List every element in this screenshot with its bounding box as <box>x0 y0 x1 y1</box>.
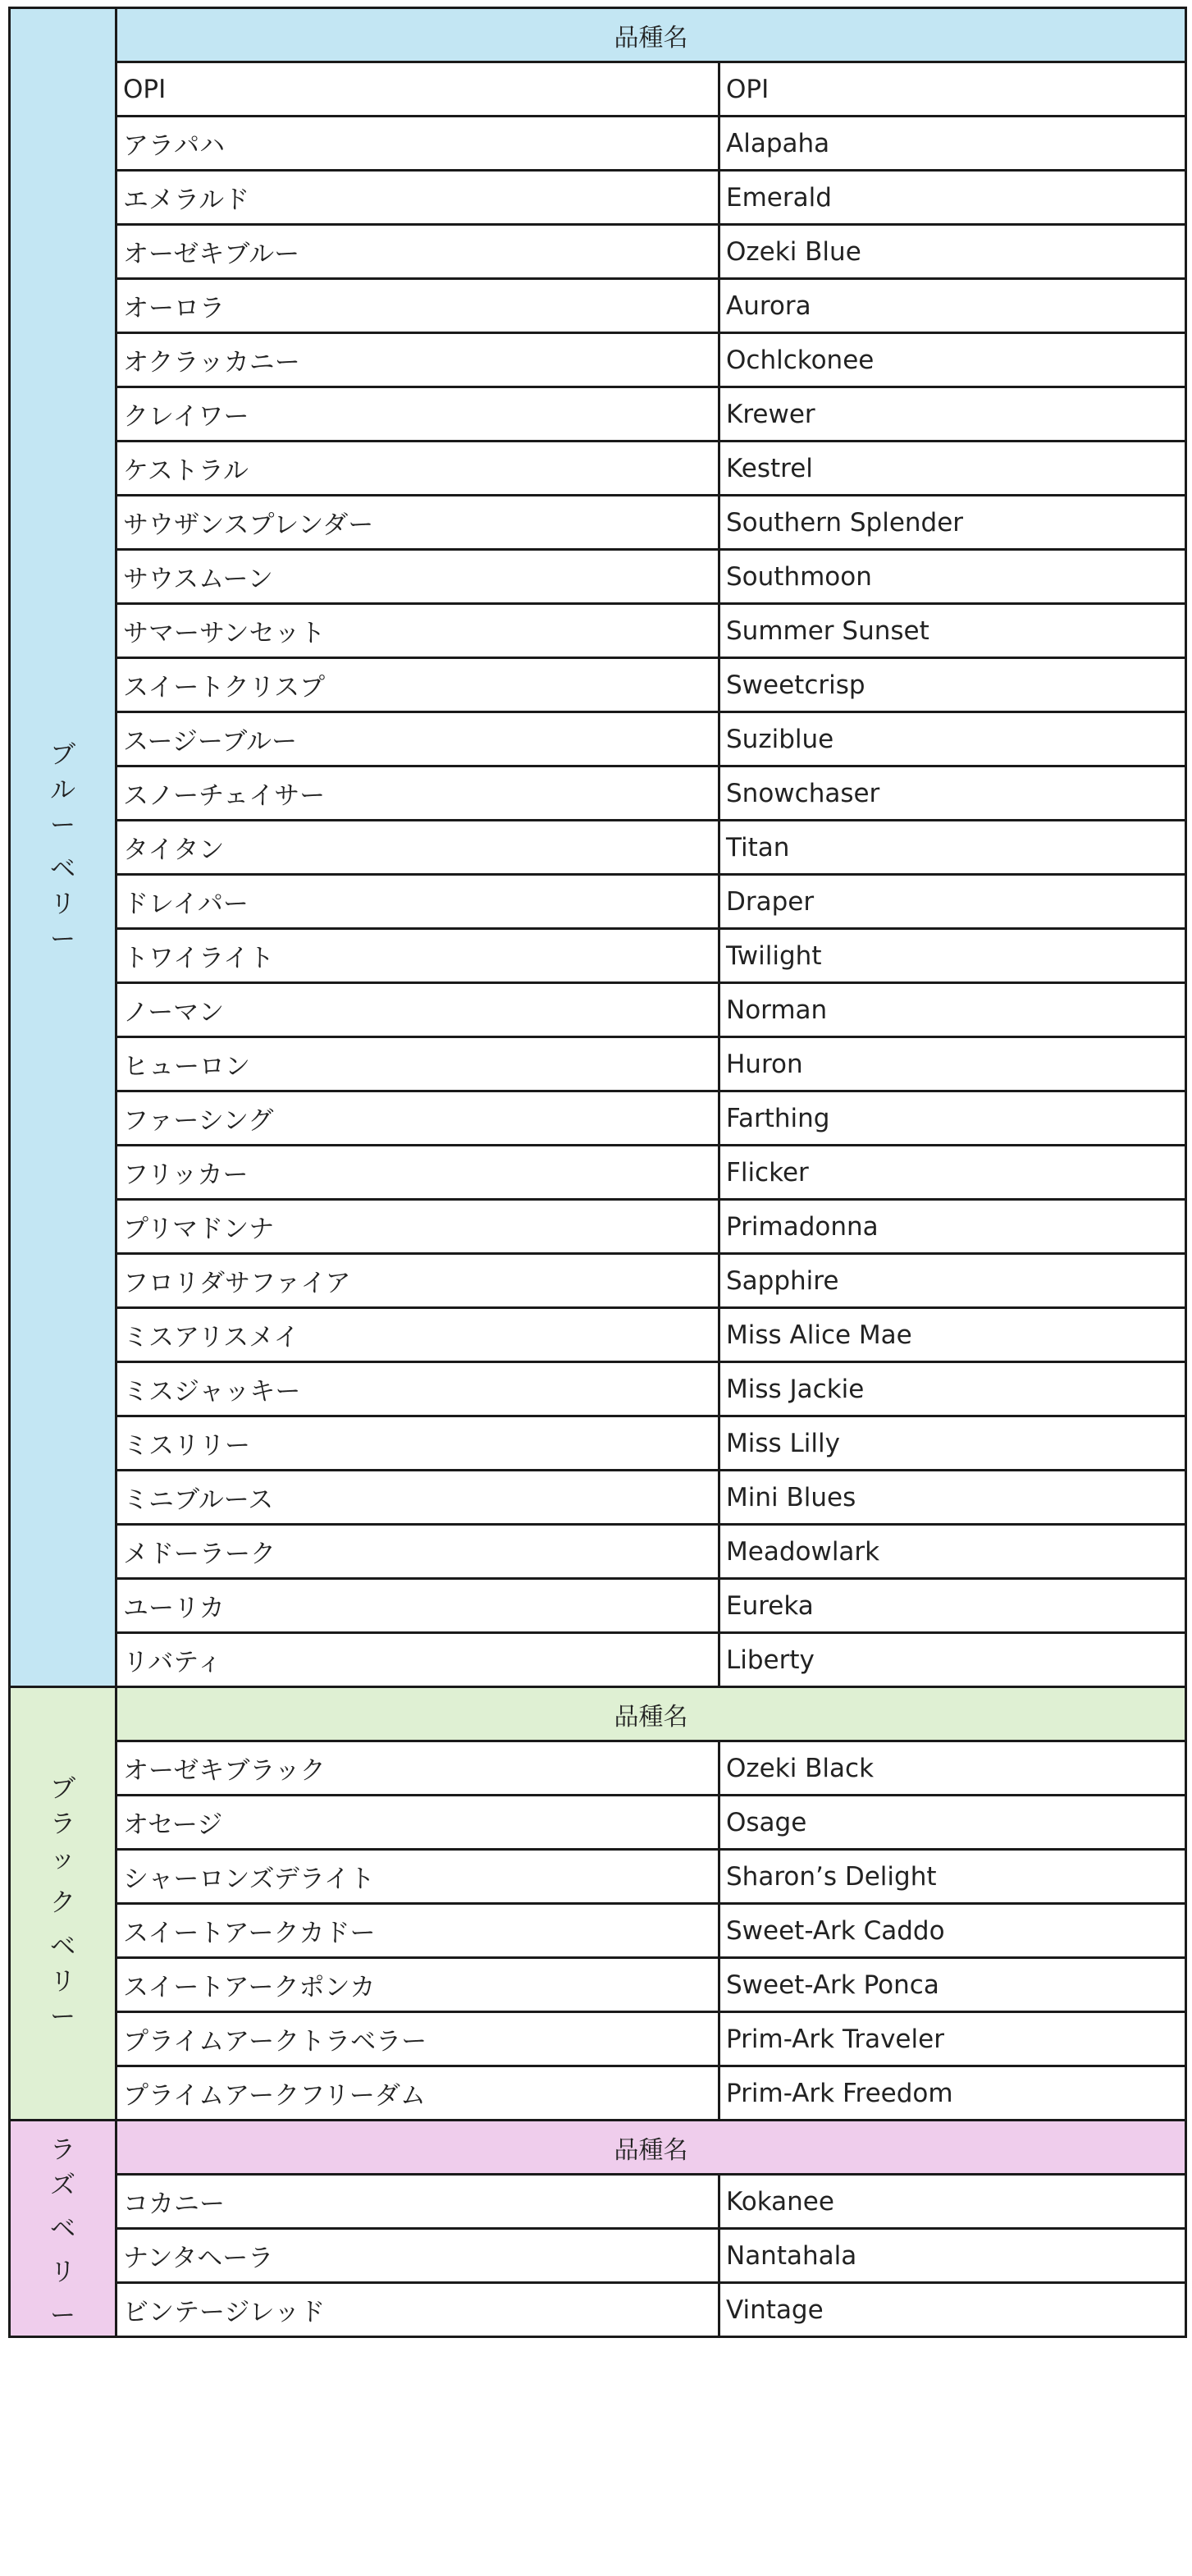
variety-name-en: Prim-Ark Traveler <box>719 2012 1186 2066</box>
variety-name-en: Summer Sunset <box>719 604 1186 658</box>
variety-name-ja: ミスジャッキー <box>116 1362 719 1416</box>
table-row <box>10 1471 1186 1525</box>
variety-name-en: Liberty <box>719 1633 1186 1687</box>
variety-name-ja: サマーサンセット <box>116 604 719 658</box>
table-row <box>10 1579 1186 1633</box>
variety-name-en: Miss Alice Mae <box>719 1308 1186 1362</box>
variety-name-ja: エメラルド <box>116 171 719 225</box>
table-row <box>10 2066 1186 2121</box>
variety-name-en: Aurora <box>719 279 1186 333</box>
table-row <box>10 821 1186 875</box>
variety-name-ja: ミスアリスメイ <box>116 1308 719 1362</box>
blackberry-category-cell <box>10 1687 116 2121</box>
variety-name-en: Osage <box>719 1796 1186 1850</box>
variety-name-ja: リバティ <box>116 1633 719 1687</box>
variety-name-ja: オーゼキブラック <box>116 1741 719 1796</box>
variety-name-en: Primadonna <box>719 1200 1186 1254</box>
variety-name-ja: ビンテージレッド <box>116 2283 719 2337</box>
variety-name-ja: ノーマン <box>116 983 719 1037</box>
variety-name-en: Sweet-Ark Caddo <box>719 1904 1186 1958</box>
blueberry-category-char: リ <box>50 889 75 919</box>
blueberry-header-row <box>10 8 1186 62</box>
variety-table-body <box>10 8 1186 2337</box>
raspberry-header-row <box>10 2121 1186 2175</box>
variety-name-en: Southern Splender <box>719 496 1186 550</box>
variety-name-ja: オーゼキブルー <box>116 225 719 279</box>
variety-name-en: Flicker <box>719 1146 1186 1200</box>
variety-name-en: Kokanee <box>719 2175 1186 2229</box>
table-row <box>10 1525 1186 1579</box>
table-row <box>10 1254 1186 1308</box>
variety-name-en: Prim-Ark Freedom <box>719 2066 1186 2121</box>
variety-name-ja: メドーラーク <box>116 1525 719 1579</box>
variety-name-ja: スイートクリスプ <box>116 658 719 712</box>
variety-name-en: Miss Jackie <box>719 1362 1186 1416</box>
blackberry-category-char: ブ <box>50 1774 75 1804</box>
table-row <box>10 2229 1186 2283</box>
table-row <box>10 929 1186 983</box>
table-row <box>10 387 1186 442</box>
variety-name-ja: ミニブルース <box>116 1471 719 1525</box>
table-row <box>10 766 1186 821</box>
blueberry-category-label <box>50 738 75 958</box>
blackberry-category-char: ラ <box>50 1810 75 1839</box>
raspberry-category-char: ズ <box>50 2171 75 2200</box>
blueberry-category-char: ー <box>50 810 75 840</box>
raspberry-category-char: ベ <box>50 2214 75 2244</box>
blackberry-category-char: ー <box>50 2002 75 2032</box>
table-row <box>10 712 1186 766</box>
table-row <box>10 496 1186 550</box>
variety-name-ja: コカニー <box>116 2175 719 2229</box>
variety-name-ja: プライムアークフリーダム <box>116 2066 719 2121</box>
blueberry-category-char: ブ <box>50 739 75 770</box>
variety-name-en: Sharon’s Delight <box>719 1850 1186 1904</box>
variety-name-en: Vintage <box>719 2283 1186 2337</box>
variety-name-ja: プライムアークトラベラー <box>116 2012 719 2066</box>
table-row <box>10 1362 1186 1416</box>
variety-name-en: Sapphire <box>719 1254 1186 1308</box>
variety-name-en: Twilight <box>719 929 1186 983</box>
table-row <box>10 2283 1186 2337</box>
variety-name-ja: ミスリリー <box>116 1416 719 1471</box>
table-row <box>10 550 1186 604</box>
variety-name-ja: オセージ <box>116 1796 719 1850</box>
variety-name-en: Draper <box>719 875 1186 929</box>
raspberry-category-cell <box>10 2121 116 2337</box>
table-row <box>10 983 1186 1037</box>
table-row <box>10 658 1186 712</box>
variety-name-ja: スイートアークカドー <box>116 1904 719 1958</box>
raspberry-category-char: ー <box>50 2301 75 2331</box>
blueberry-category-char: ル <box>50 775 75 805</box>
table-row <box>10 1850 1186 1904</box>
table-row <box>10 1037 1186 1091</box>
blueberry-category-cell <box>10 8 116 1687</box>
variety-name-ja: トワイライト <box>116 929 719 983</box>
variety-table <box>8 7 1187 2338</box>
table-row <box>10 1633 1186 1687</box>
blackberry-header-row <box>10 1687 1186 1741</box>
table-row <box>10 1796 1186 1850</box>
variety-name-ja: フリッカー <box>116 1146 719 1200</box>
variety-name-en: Nantahala <box>719 2229 1186 2283</box>
variety-name-ja: スイートアークポンカ <box>116 1958 719 2012</box>
variety-name-ja: ユーリカ <box>116 1579 719 1633</box>
table-row <box>10 1091 1186 1146</box>
table-row <box>10 875 1186 929</box>
variety-name-en: Sweet-Ark Ponca <box>719 1958 1186 2012</box>
variety-name-ja: フロリダサファイア <box>116 1254 719 1308</box>
table-row <box>10 171 1186 225</box>
variety-name-ja: サウスムーン <box>116 550 719 604</box>
variety-name-en: Eureka <box>719 1579 1186 1633</box>
table-row <box>10 117 1186 171</box>
variety-name-ja: サウザンスプレンダー <box>116 496 719 550</box>
variety-name-en: Suziblue <box>719 712 1186 766</box>
blueberry-category-char: ベ <box>50 853 75 884</box>
variety-name-ja: ドレイパー <box>116 875 719 929</box>
variety-name-ja: プリマドンナ <box>116 1200 719 1254</box>
variety-name-en: Ozeki Black <box>719 1741 1186 1796</box>
variety-name-en: Ozeki Blue <box>719 225 1186 279</box>
table-row <box>10 1146 1186 1200</box>
variety-name-ja: ケストラル <box>116 442 719 496</box>
variety-name-en: OPI <box>719 62 1186 117</box>
table-row <box>10 62 1186 117</box>
table-row <box>10 1904 1186 1958</box>
raspberry-category-char: ラ <box>50 2135 75 2165</box>
variety-name-en: Mini Blues <box>719 1471 1186 1525</box>
variety-name-ja: ナンタヘーラ <box>116 2229 719 2283</box>
variety-name-ja: ヒューロン <box>116 1037 719 1091</box>
blackberry-category-char: ベ <box>50 1932 75 1961</box>
variety-name-ja: タイタン <box>116 821 719 875</box>
table-row <box>10 2012 1186 2066</box>
variety-name-ja: OPI <box>116 62 719 117</box>
variety-name-en: Huron <box>719 1037 1186 1091</box>
table-row <box>10 604 1186 658</box>
variety-name-en: Emerald <box>719 171 1186 225</box>
blackberry-category-char: ッ <box>50 1845 75 1874</box>
blackberry-category-char: リ <box>50 1967 75 1997</box>
table-row <box>10 279 1186 333</box>
variety-name-en: Titan <box>719 821 1186 875</box>
raspberry-category-label <box>50 2133 75 2334</box>
variety-name-en: Norman <box>719 983 1186 1037</box>
table-row <box>10 2175 1186 2229</box>
variety-name-en: Sweetcrisp <box>719 658 1186 712</box>
variety-name-ja: スージーブルー <box>116 712 719 766</box>
table-row <box>10 225 1186 279</box>
variety-name-ja: アラパハ <box>116 117 719 171</box>
variety-name-en: Meadowlark <box>719 1525 1186 1579</box>
variety-name-ja: オクラッカニー <box>116 333 719 387</box>
variety-name-en: Farthing <box>719 1091 1186 1146</box>
blackberry-category-label <box>50 1772 75 2035</box>
table-row <box>10 1416 1186 1471</box>
variety-name-en: Snowchaser <box>719 766 1186 821</box>
variety-name-en: Ochlckonee <box>719 333 1186 387</box>
table-row <box>10 1958 1186 2012</box>
variety-name-ja: クレイワー <box>116 387 719 442</box>
table-row <box>10 333 1186 387</box>
variety-name-en: Miss Lilly <box>719 1416 1186 1471</box>
table-row <box>10 1200 1186 1254</box>
variety-name-en: Southmoon <box>719 550 1186 604</box>
table-row <box>10 1741 1186 1796</box>
variety-name-ja: スノーチェイサー <box>116 766 719 821</box>
table-row <box>10 1308 1186 1362</box>
table-row <box>10 442 1186 496</box>
variety-name-en: Krewer <box>719 387 1186 442</box>
blueberry-header-cell: 品種名 <box>116 8 1186 62</box>
blueberry-category-char: ー <box>50 924 75 954</box>
blackberry-header-cell: 品種名 <box>116 1687 1186 1741</box>
variety-name-en: Kestrel <box>719 442 1186 496</box>
variety-name-ja: シャーロンズデライト <box>116 1850 719 1904</box>
variety-name-ja: オーロラ <box>116 279 719 333</box>
raspberry-header-cell: 品種名 <box>116 2121 1186 2175</box>
variety-name-en: Alapaha <box>719 117 1186 171</box>
blackberry-category-char: ク <box>50 1888 75 1918</box>
raspberry-category-char: リ <box>50 2258 75 2287</box>
variety-name-ja: ファーシング <box>116 1091 719 1146</box>
